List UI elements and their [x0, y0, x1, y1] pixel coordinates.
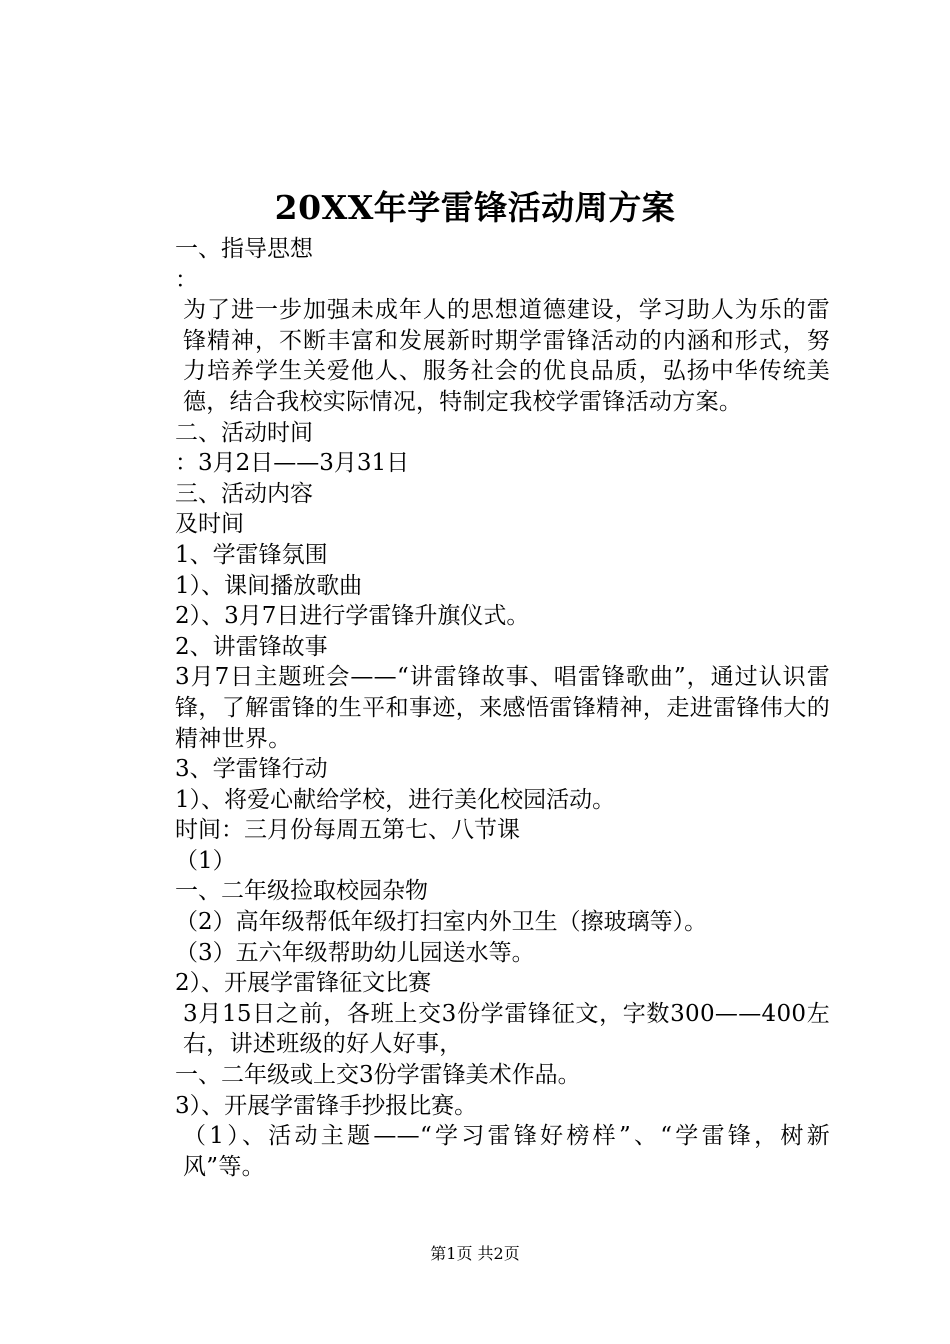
subheading-stories: 2、讲雷锋故事 [175, 633, 328, 660]
list-item: 2）、开展学雷锋征文比赛 [175, 970, 432, 997]
list-item: 1）、将爱心献给学校，进行美化校园活动。 [175, 786, 616, 813]
subheading-atmosphere: 1、学雷锋氛围 [175, 541, 328, 568]
text-line-activity-dates: ：3月2日——3月31日 [175, 450, 410, 477]
list-item: 2）、3月7日进行学雷锋升旗仪式。 [175, 603, 530, 630]
text-line: 及时间 [175, 511, 244, 538]
list-item: （2）高年级帮低年级打扫室内外卫生（擦玻璃等）。 [175, 909, 708, 936]
list-item: （3）五六年级帮助幼儿园送水等。 [175, 939, 535, 966]
document-body [130, 234, 830, 1182]
paragraph-guiding-thought: 为了进一步加强未成年人的思想道德建设，学习助人为乐的雷锋精神，不断丰富和发展新时期学雷锋活动的内涵和形式，努力培养学生关爱他人、服务社会的优良品质，弘扬中华传统美德，结合我校实际情况，特制定我校学雷锋活动方案。 [183, 297, 830, 415]
section-heading-guiding-thought: 一、指导思想 [175, 236, 313, 262]
paragraph-essay-contest: 3月15日之前，各班上交3份学雷锋征文，字数300——400左右，讲述班级的好人好事， [183, 1000, 830, 1058]
text-line: ： [175, 266, 198, 293]
list-item: 3）、开展学雷锋手抄报比赛。 [175, 1092, 478, 1119]
list-item: 1）、课间播放歌曲 [175, 572, 363, 599]
list-item: （1） [175, 847, 236, 874]
list-item: 一、二年级或上交3份学雷锋美术作品。 [175, 1062, 581, 1089]
section-heading-activity-content: 三、活动内容 [175, 480, 313, 507]
subheading-action: 3、学雷锋行动 [175, 756, 328, 783]
document-title: 20XX年学雷锋活动周方案 [274, 188, 676, 227]
list-item: 一、二年级捡取校园杂物 [175, 878, 428, 905]
paragraph-theme: （1）、活动主题——“学习雷锋好榜样”、“学雷锋，树新风”等。 [183, 1123, 830, 1180]
page-footer: 第1页 共2页 [430, 1244, 520, 1263]
paragraph-class-meeting: 3月7日主题班会——“讲雷锋故事、唱雷锋歌曲”，通过认识雷锋，了解雷锋的生平和事迹，来感悟雷锋精神，走进雷锋伟大的精神世界。 [175, 664, 830, 752]
text-line-schedule: 时间：三月份每周五第七、八节课 [175, 817, 520, 844]
section-heading-activity-time: 二、活动时间 [175, 419, 313, 446]
